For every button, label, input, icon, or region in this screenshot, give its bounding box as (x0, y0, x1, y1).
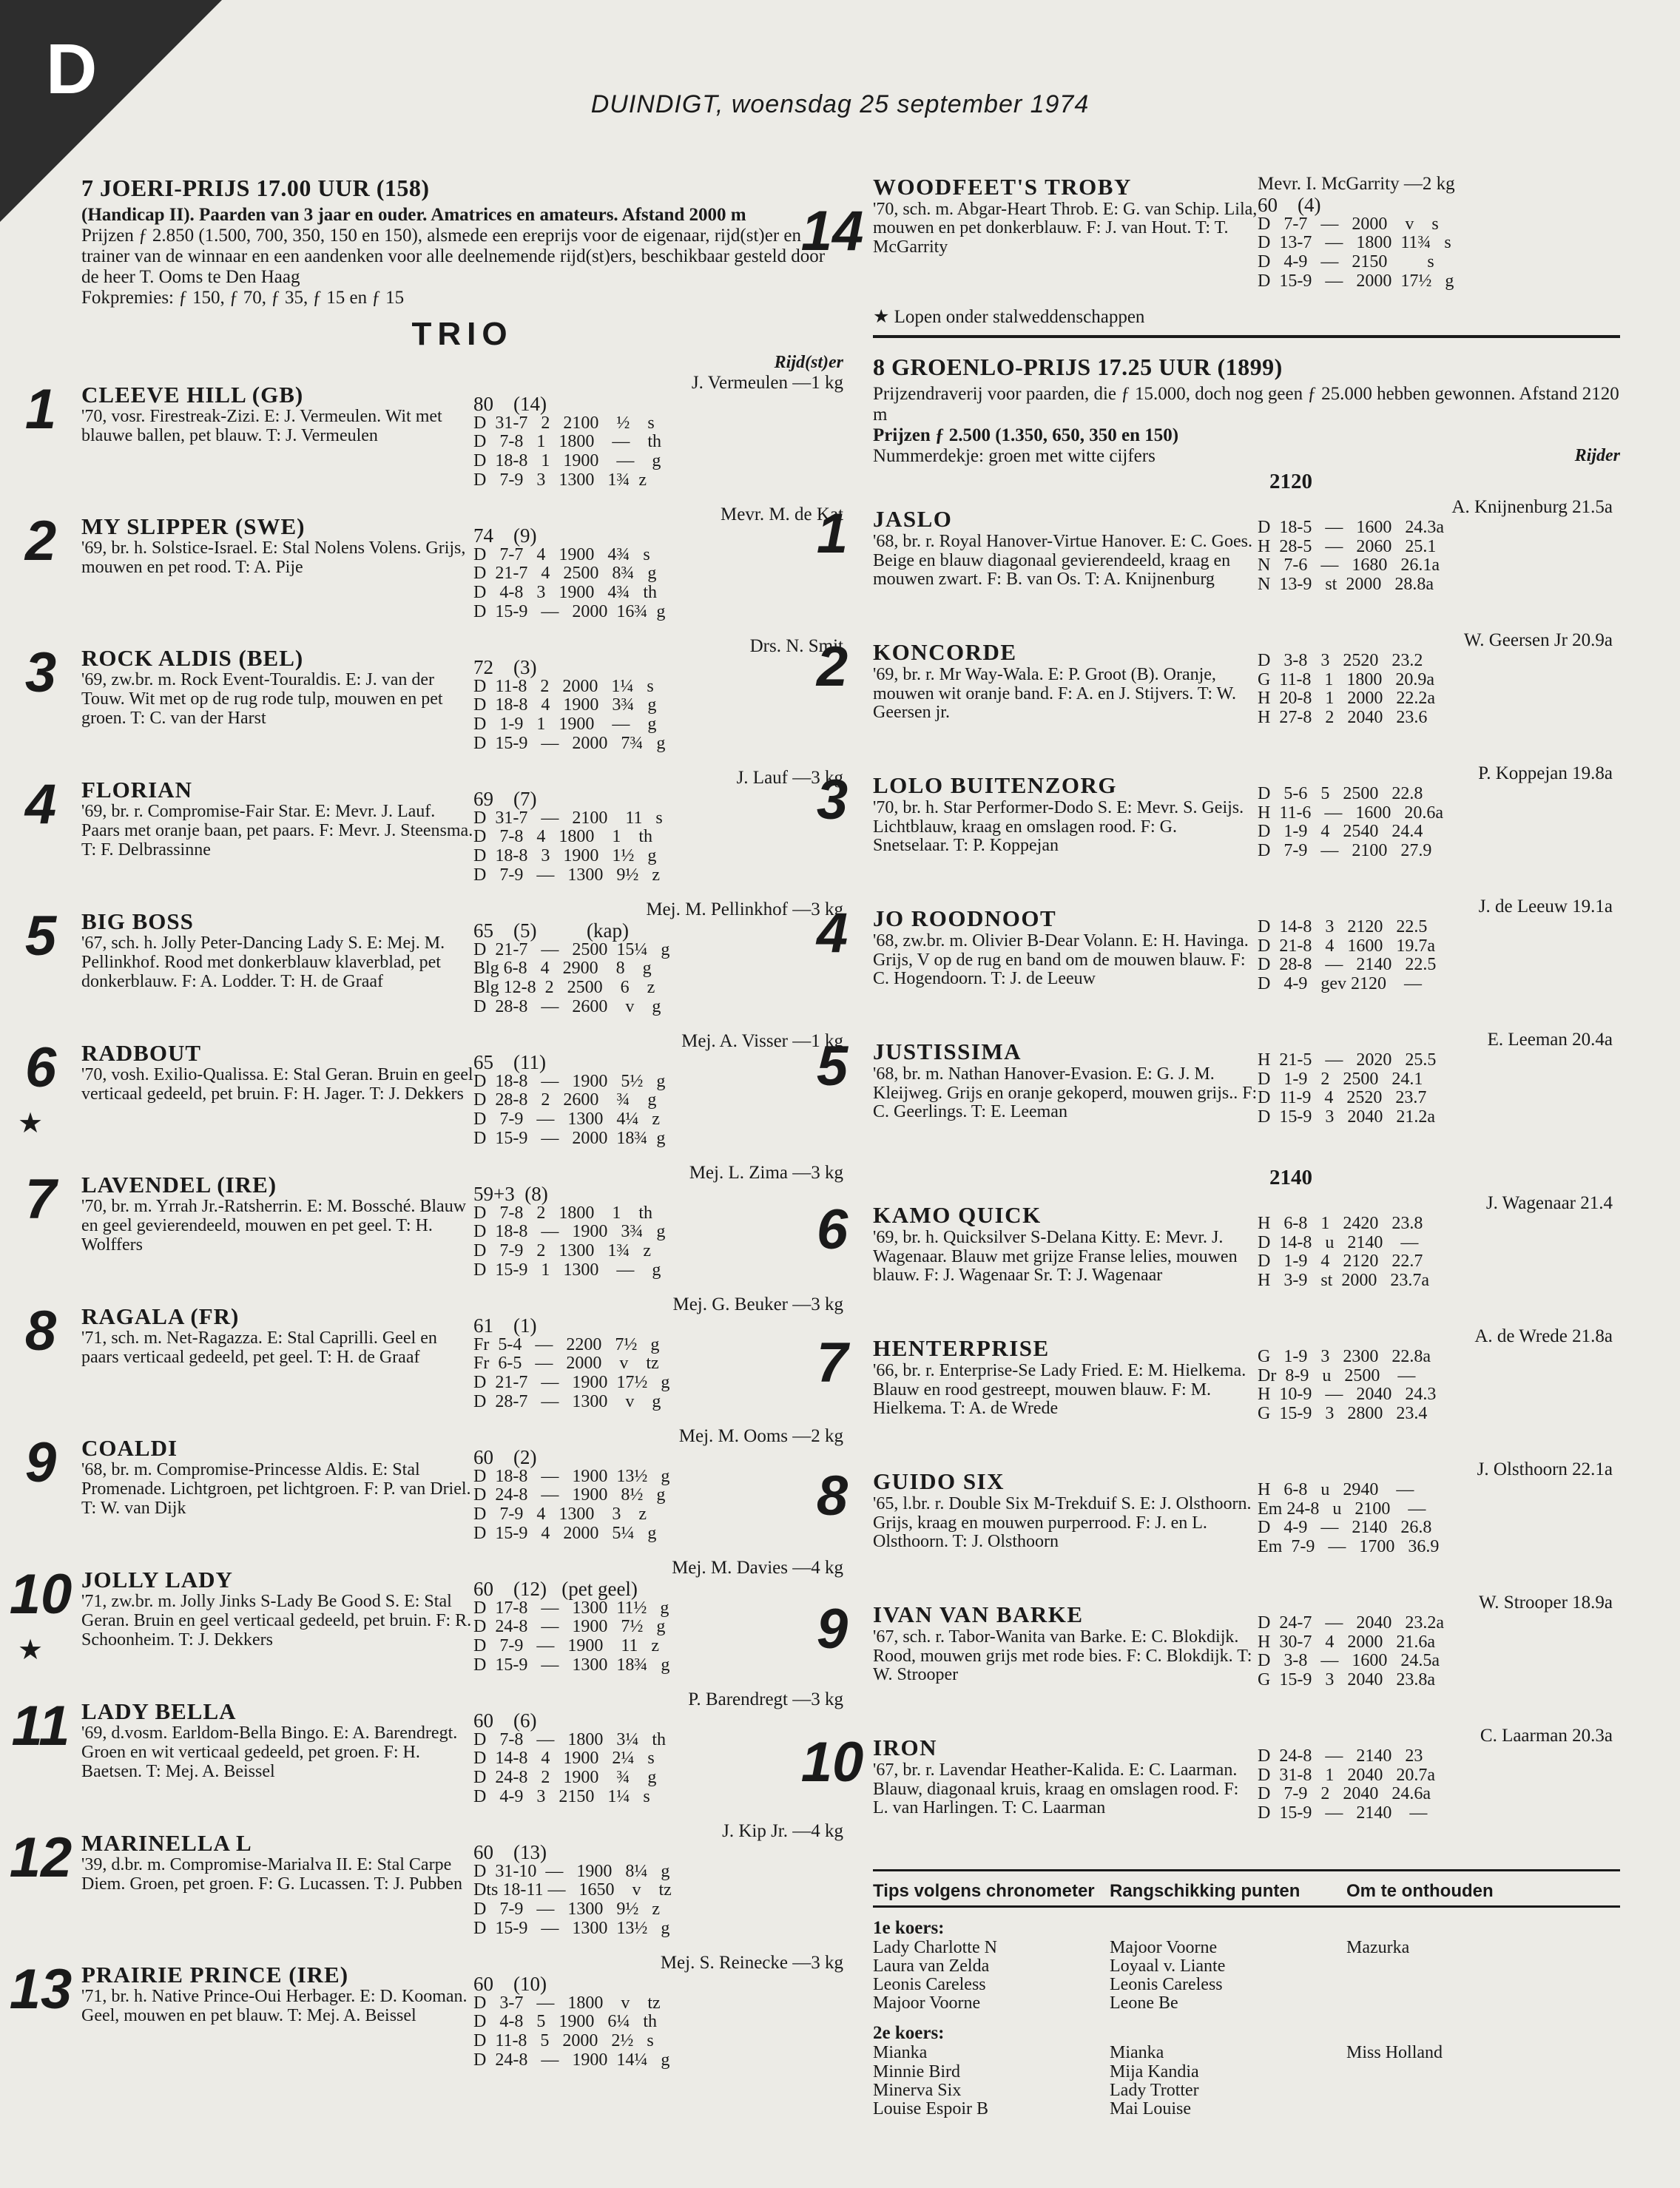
weight-and-draw: 74 (9) (473, 524, 537, 547)
entry-row (11, 1689, 843, 1821)
entry-stats (1258, 897, 1620, 1030)
horse-name: RAGALA (FR) (81, 1303, 240, 1329)
horse-description: '70, br. m. Yrrah Jr.-Ratsherrin. E: M. Bossché. Blauw en geel gevierendeeld, mouwen en pet geel. T: H. Wolffers (81, 1197, 467, 1255)
tips-race-1-points (1110, 1939, 1346, 2013)
masthead: DUINDIGT, woensdag 25 september 1974 (590, 90, 1090, 118)
entry-row (18, 1030, 843, 1163)
entry-stats (1258, 1326, 1620, 1459)
horse-name: JOLLY LADY (81, 1566, 233, 1593)
weight-and-draw: 60 (4) (1258, 193, 1321, 216)
entry-number: 4 (816, 902, 849, 965)
entry-info (81, 1558, 473, 1689)
entry-stats (473, 1558, 843, 1689)
horse-description: '70, sch. m. Abgar-Heart Throb. E: G. van Schip. Lila, mouwen en pet donkerblauw. F: J. van Hout. T: T. McGarrity (873, 199, 1258, 257)
entry-number: 11 (11, 1694, 70, 1758)
entry-row (816, 1459, 1620, 1593)
rider-name: J. Wagenaar 21.4 (1485, 1193, 1613, 1214)
entry-woodfeets-troby (800, 174, 1620, 301)
horse-description: '68, br. r. Royal Hanover-Virtue Hanover. E: C. Goes. Beige en blauw diagonaal gevierendeeld, kraag en mouwen zwart. F: B. van Os. T: A. Knijnenburg (873, 532, 1252, 590)
entry-stats (473, 1426, 843, 1558)
horse-name: ROCK ALDIS (BEL) (81, 644, 304, 671)
horse-description: '69, br. r. Compromise-Fair Star. E: Mevr. J. Lauf. Paars met oranje baan, pet paars. F: Mevr. J. Steensma. T: F. Delbrassinne (81, 802, 473, 860)
entry-number: 7 (816, 1331, 849, 1395)
entry-info (873, 1193, 1258, 1326)
entry-stats (473, 768, 843, 899)
weight-and-draw: 60 (13) (473, 1840, 547, 1863)
entry-number: 3 (24, 641, 57, 704)
race-8-entries-2120 (816, 497, 1620, 1163)
horse-name: WOODFEET'S TROBY (873, 174, 1132, 200)
horse-name: COALDI (81, 1434, 178, 1461)
horse-description: '70, vosr. Firestreak-Zizi. E: J. Vermeulen. Wit met blauwe ballen, pet blauw. T: J. Vermeulen (81, 407, 442, 446)
entry-info (873, 1326, 1258, 1459)
horse-description: '71, sch. m. Net-Ragazza. E: Stal Caprilli. Geel en paars verticaal gedeeld, pet geel. T: H. de Graaf (81, 1328, 437, 1368)
tip-horse: Majoor Voorne (1110, 1937, 1218, 1957)
rider-name: J. Vermeulen —1 kg (691, 372, 843, 393)
recent-form: D 7-7 — 2000 v s D 13-7 — 1800 11¾ s D 4-9 — 2150 s D 15-9 — 2000 17½ g (1258, 214, 1454, 291)
rider-name: W. Geersen Jr 20.9a (1463, 630, 1613, 651)
entry-number: 9 (816, 1598, 849, 1661)
entry-info (873, 897, 1258, 1030)
weight-and-draw: 65 (5) (kap) (473, 919, 629, 942)
entry-stats (473, 636, 843, 768)
recent-form: D 31-10 — 1900 8¼ g Dts 18-11 — 1650 v tz D 7-9 — 1300 9½ z D 15-9 — 1300 13½ g (473, 1861, 672, 1938)
stable-bet-note: ★ Lopen onder stalweddenschappen (873, 307, 1145, 327)
entry-stats (473, 504, 843, 636)
left-column (9, 174, 843, 2084)
entry-stats (473, 1294, 843, 1426)
entry-number: 9 (24, 1431, 57, 1494)
entry-info (81, 768, 473, 899)
entry-number: 8 (24, 1299, 57, 1363)
entry-info (873, 630, 1258, 763)
horse-description: '67, br. r. Lavendar Heather-Kalida. E: C. Laarman. Blauw, diagonaal kruis, kraag en omslagen rood. F: L. van Harlingen. T: C. Laarman (873, 1760, 1239, 1818)
weight-and-draw: 69 (7) (473, 787, 537, 810)
entry-info (873, 1726, 1258, 1859)
page-letter: D (46, 30, 98, 109)
rider-name: J. Lauf —3 kg (736, 767, 843, 788)
tip-horse: Minerva Six (873, 2080, 962, 2100)
horse-name: BIG BOSS (81, 908, 194, 934)
race-7-title: 7 JOERI-PRIJS 17.00 UUR (158) (81, 175, 430, 201)
rider-name: A. de Wrede 21.8a (1474, 1326, 1613, 1347)
recent-form: D 24-8 — 2140 23 D 31-8 1 2040 20.7a D 7-9 2 2040 24.6a D 15-9 — 2140 — (1258, 1746, 1435, 1823)
horse-description: '69, d.vosm. Earldom-Bella Bingo. E: A. Barendregt. Groen en wit verticaal gedeeld, pet groen. F: H. Baetsen. T: Mej. A. Beissel (81, 1723, 458, 1781)
horse-name: JASLO (873, 506, 953, 533)
race-8-numbers (873, 446, 1620, 467)
tips-race-2-points (1110, 2044, 1346, 2118)
entry-number: 14 (800, 200, 864, 263)
rider-column-heading: Rijd(st)er (774, 353, 843, 373)
entry-info (81, 373, 473, 504)
horse-name: MARINELLA L (81, 1829, 252, 1856)
entry-row (816, 497, 1620, 630)
recent-form: D 24-7 — 2040 23.2a H 30-7 4 2000 21.6a D 3-8 — 1600 24.5a G 15-9 3 2040 23.8a (1258, 1613, 1444, 1690)
entry-info (873, 497, 1258, 630)
entry-number: 10 (9, 1562, 72, 1626)
rider-column-heading: Rijder (1574, 446, 1620, 466)
race-7-conditions: (Handicap II). Paarden van 3 jaar en ouder. Amatrices en amateurs. Afstand 2000 m (81, 205, 746, 226)
entry-row (24, 372, 843, 504)
horse-description: '71, br. h. Native Prince-Oui Herbager. E: D. Kooman. Geel, mouwen en pet blauw. T: Mej. A. Beissel (81, 1987, 468, 2026)
entry-info (873, 763, 1258, 897)
tip-horse: Loyaal v. Liante (1110, 1956, 1226, 1976)
entry-stats (473, 1031, 843, 1163)
number-cloth-note: Nummerdekje: groen met witte cijfers (873, 446, 1156, 467)
recent-form: G 1-9 3 2300 22.8a Dr 8-9 u 2500 — H 10-9 — 2040 24.3 G 15-9 3 2800 23.4 (1258, 1347, 1437, 1424)
entry-number: 4 (24, 772, 57, 836)
tip-horse: Mianka (1110, 2043, 1164, 2063)
entry-number: 13 (9, 1957, 72, 2021)
entry-number: 7 (24, 1167, 57, 1231)
divider (873, 335, 1620, 338)
rider-name: J. de Leeuw 19.1a (1478, 897, 1613, 917)
entry-info (873, 1459, 1258, 1593)
entry-number: 10 (800, 1731, 864, 1794)
entry-number: 12 (9, 1826, 72, 1889)
entry-row (816, 897, 1620, 1030)
entry-info (81, 1953, 473, 2084)
trio-heading: TRIO (411, 316, 513, 353)
entry-info (81, 1294, 473, 1426)
entry-stats (1258, 1193, 1620, 1326)
entry-stats (473, 1821, 843, 1953)
horse-description: '68, br. m. Nathan Hanover-Evasion. E: G. J. M. Kleijweg. Grijs en oranje gekoperd, mouwen grijs.. F: C. Geerlings. T: E. Leeman (873, 1064, 1258, 1122)
entry-stats (1258, 1593, 1620, 1726)
recent-form: D 31-7 2 2100 ½ s D 7-8 1 1800 — th D 18-8 1 1900 — g D 7-9 3 1300 1¾ z (473, 413, 661, 490)
weight-and-draw: 61 (1) (473, 1314, 537, 1337)
tip-horse: Lady Charlotte N (873, 1937, 997, 1957)
entry-number: 6 (816, 1198, 849, 1262)
horse-name: JO ROODNOOT (873, 905, 1057, 932)
rider-name: P. Koppejan 19.8a (1478, 763, 1613, 784)
entry-stats (1258, 1726, 1620, 1859)
race-7-entries (9, 372, 843, 2084)
entry-stats (1258, 630, 1620, 763)
rider-name: Mej. M. Davies —4 kg (672, 1557, 843, 1578)
recent-form: H 6-8 u 2940 — Em 24-8 u 2100 — D 4-9 — 2140 26.8 Em 7-9 — 1700 36.9 (1258, 1480, 1440, 1557)
rider-name: Mej. G. Beuker —3 kg (672, 1294, 843, 1314)
horse-name: PRAIRIE PRINCE (IRE) (81, 1961, 349, 1988)
horse-description: '39, d.br. m. Compromise-Marialva II. E: Stal Carpe Diem. Groen, pet groen. F: G. Lucassen. T: J. Pubben (81, 1855, 462, 1894)
entry-info (81, 1689, 473, 1821)
tip-horse: Mija Kandia (1110, 2062, 1199, 2081)
recent-form: D 18-8 — 1900 13½ g D 24-8 — 1900 8½ g D 7-9 4 1300 3 z D 15-9 4 2000 5¼ g (473, 1466, 670, 1543)
entry-info (81, 636, 473, 768)
weight-and-draw: 80 (14) (473, 392, 547, 415)
race-8-title: 8 GROENLO-PRIJS 17.25 UUR (1899) (873, 354, 1283, 380)
weight-and-draw: 65 (11) (473, 1050, 546, 1073)
horse-name: IVAN VAN BARKE (873, 1601, 1084, 1628)
entry-number: 5 (816, 1035, 849, 1098)
recent-form: D 18-8 — 1900 5½ g D 28-8 2 2600 ¾ g D 7-9 — 1300 4¼ z D 15-9 — 2000 18¾ g (473, 1071, 666, 1148)
horse-name: CLEEVE HILL (GB) (81, 381, 304, 408)
recent-form: D 3-7 — 1800 v tz D 4-8 5 1900 6¼ th D 11-8 5 2000 2½ s D 24-8 — 1900 14¼ g (473, 1993, 670, 2070)
entry-info (873, 1593, 1258, 1726)
entry-row (24, 1294, 843, 1426)
rider-name: Mevr. I. McGarrity —2 kg (1258, 174, 1455, 194)
entry-row (24, 767, 843, 899)
rider-name: P. Barendregt —3 kg (688, 1689, 843, 1709)
recent-form: D 11-8 2 2000 1¼ s D 18-8 4 1900 3¾ g D 1-9 1 1900 — g D 15-9 — 2000 7¾ g (473, 676, 666, 753)
entry-number: 2 (24, 509, 57, 573)
tip-horse: Mazurka (1346, 1937, 1410, 1957)
horse-name: RADBOUT (81, 1039, 202, 1066)
tip-horse: Mianka (873, 2043, 928, 2063)
tip-horse: Louise Espoir B (873, 2098, 988, 2118)
tip-horse: Leonis Careless (1110, 1974, 1223, 1994)
entry-stats (1258, 763, 1620, 897)
entry-info (873, 1030, 1258, 1163)
rider-name: E. Leeman 20.4a (1487, 1030, 1613, 1050)
entry-row (24, 899, 843, 1031)
entry-number: 6 (24, 1036, 57, 1099)
tip-horse: Mai Louise (1110, 2098, 1191, 2118)
tips-race-2 (873, 2044, 1620, 2118)
rider-name: Mej. M. Ooms —2 kg (678, 1425, 843, 1446)
horse-name: LAVENDEL (IRE) (81, 1171, 277, 1198)
entry-row (816, 1030, 1620, 1163)
divider (873, 1905, 1620, 1908)
rider-name: J. Kip Jr. —4 kg (722, 1820, 843, 1841)
tips-table (873, 1882, 1620, 1900)
horse-description: '68, br. m. Compromise-Princesse Aldis. E: Stal Promenade. Lichtgroen, pet lichtgroen. F: P. van Driel. T: W. van Dijk (81, 1460, 471, 1518)
horse-description: '71, zw.br. m. Jolly Jinks S-Lady Be Good S. E: Stal Geran. Bruin en geel verticaal gedeeld, pet bruin. F: R. Schoonheim. T: J. Dekkers (81, 1592, 472, 1650)
entry-stats (1258, 1459, 1620, 1593)
tips-race-2-remember (1346, 2044, 1568, 2118)
recent-form: D 17-8 — 1300 11½ g D 24-8 — 1900 7½ g D 7-9 — 1900 11 z D 15-9 — 1300 18¾ g (473, 1598, 670, 1675)
entry-number: 1 (24, 377, 57, 441)
race-8-entries-2140 (800, 1193, 1620, 1859)
race-7-prizes: Prijzen ƒ 2.850 (1.500, 700, 350, 150 en 150), alsmede een ereprijs voor de eigenaar, rijd(st)er en trainer van de winnaar en een aandenken voor alle deelnemende rijd(st)ers, beschikbaar gesteld door de heer T. Ooms te Den Haag (81, 226, 826, 288)
entry-info (81, 504, 473, 636)
entry-number: 1 (816, 502, 849, 566)
recent-form: D 14-8 3 2120 22.5 D 21-8 4 1600 19.7a D 28-8 — 2140 22.5 D 4-9 gev 2120 — (1258, 917, 1437, 994)
entry-row (816, 1193, 1620, 1326)
tips-header-points: Rangschikking punten (1110, 1881, 1301, 1902)
tips-race-1 (873, 1939, 1620, 2013)
horse-name: FLORIAN (81, 776, 192, 803)
rider-name: J. Olsthoorn 22.1a (1477, 1459, 1613, 1480)
tips-header-remember: Om te onthouden (1346, 1881, 1494, 1902)
tips-race-1-label: 1e koers: (873, 1917, 945, 1938)
tip-horse: Minnie Bird (873, 2062, 960, 2081)
entry-row (24, 635, 843, 768)
weight-and-draw: 72 (3) (473, 655, 537, 678)
horse-description: '66, br. r. Enterprise-Se Lady Fried. E: M. Hielkema. Blauw en rood gestreept, mouwen blauw. F: M. Hielkema. T: A. de Wrede (873, 1361, 1246, 1419)
entry-stats (473, 1689, 843, 1821)
tip-horse: Leonis Careless (873, 1974, 986, 1994)
entry-row (24, 1162, 843, 1294)
entry-info (81, 1031, 473, 1163)
horse-description: '65, l.br. r. Double Six M-Trekduif S. E: J. Olsthoorn. Grijs, kraag en mouwen purperrood. F: J. en L. Olsthoorn. T: J. Olsthoorn (873, 1494, 1252, 1552)
weight-and-draw: 59+3 (8) (473, 1182, 548, 1205)
rider-name: C. Laarman 20.3a (1480, 1726, 1613, 1746)
entry-row (9, 1557, 843, 1689)
weight-and-draw: 60 (10) (473, 1972, 547, 1995)
recent-form: D 5-6 5 2500 22.8 H 11-6 — 1600 20.6a D 1-9 4 2540 24.4 D 7-9 — 2100 27.9 (1258, 784, 1444, 861)
weight-and-draw: 60 (12) (pet geel) (473, 1577, 638, 1600)
horse-name: MY SLIPPER (SWE) (81, 513, 306, 539)
horse-description: '67, sch. r. Tabor-Wanita van Barke. E: C. Blokdijk. Rood, mouwen grijs met rode bies. F: C. Blokdijk. T: W. Strooper (873, 1627, 1252, 1685)
horse-description: '69, br. r. Mr Way-Wala. E: P. Groot (B). Oranje, mouwen wit oranje band. F: A. en J. Stijvers. T: W. Geersen jr. (873, 665, 1237, 723)
horse-name: LOLO BUITENZORG (873, 772, 1117, 799)
entry-stats (473, 899, 843, 1031)
recent-form: D 18-5 — 1600 24.3a H 28-5 — 2060 25.1 N 7-6 — 1680 26.1a N 13-9 st 2000 28.8a (1258, 518, 1444, 595)
horse-description: '69, br. h. Quicksilver S-Delana Kitty. E: Mevr. J. Wagenaar. Blauw met grijze Franse lelies, mouwen blauw. F: J. Wagenaar Sr. T: J. Wagenaar (873, 1228, 1238, 1286)
distance-group-2140: 2140 (1269, 1166, 1312, 1190)
horse-description: '70, br. h. Star Performer-Dodo S. E: Mevr. S. Geijs. Lichtblauw, kraag en omslagen rood. F: G. Snetselaar. T: P. Koppejan (873, 798, 1244, 856)
star-icon: ★ (18, 1634, 44, 1666)
horse-name: LADY BELLA (81, 1698, 237, 1724)
entry-info (873, 174, 1258, 301)
entry-info (81, 1426, 473, 1558)
entry-row (816, 630, 1620, 763)
entry-number: 5 (24, 904, 57, 968)
tip-horse: Miss Holland (1346, 2043, 1443, 2063)
weight-and-draw: 60 (2) (473, 1445, 537, 1468)
tip-horse: Leone Be (1110, 1993, 1178, 2013)
horse-name: KAMO QUICK (873, 1202, 1042, 1229)
tip-horse: Majoor Voorne (873, 1993, 981, 2013)
horse-description: '68, zw.br. m. Olivier B-Dear Volann. E: H. Havinga. Grijs, V op de rug en band om de mouwen blauw. F: C. Hogendoorn. T: J. de Leeuw (873, 931, 1249, 989)
horse-name: IRON (873, 1735, 937, 1761)
horse-description: '69, zw.br. m. Rock Event-Touraldis. E: J. van der Touw. Wit met op de rug rode tulp, mouwen en pet groen. T: C. van der Harst (81, 670, 443, 728)
rider-name: Mej. A. Visser —1 kg (681, 1030, 843, 1051)
rider-name: Drs. N. Smit (749, 635, 843, 656)
entry-row (800, 1726, 1620, 1859)
weight-and-draw: 60 (6) (473, 1709, 537, 1732)
recent-form: D 3-8 3 2520 23.2 G 11-8 1 1800 20.9a H 20-8 1 2000 22.2a H 27-8 2 2040 23.6 (1258, 651, 1435, 728)
horse-description: '67, sch. h. Jolly Peter-Dancing Lady S. E: Mej. M. Pellinkhof. Rood met donkerblauw klaverblad, pet donkerblauw. F: A. Lodder. T: H. de Graaf (81, 933, 445, 991)
entry-stats (473, 373, 843, 504)
entry-info (81, 1821, 473, 1953)
recent-form: D 7-7 4 1900 4¾ s D 21-7 4 2500 8¾ g D 4-8 3 1900 4¾ th D 15-9 — 2000 16¾ g (473, 544, 666, 621)
tip-horse: Lady Trotter (1110, 2080, 1199, 2100)
entry-number: 8 (816, 1465, 849, 1528)
horse-description: '70, vosh. Exilio-Qualissa. E: Stal Geran. Bruin en geel verticaal gedeeld, pet bruin. F: H. Jager. T: J. Dekkers (81, 1065, 473, 1104)
entry-row (9, 1952, 843, 2084)
horse-name: GUIDO SIX (873, 1468, 1005, 1495)
recent-form: Fr 5-4 — 2200 7½ g Fr 6-5 — 2000 v tz D 21-7 — 1900 17½ g D 28-7 — 1300 v g (473, 1334, 670, 1411)
distance-group-2120: 2120 (1269, 470, 1312, 494)
tips-race-1-chronometer (873, 1939, 1110, 2013)
rider-name: Mej. L. Zima —3 kg (689, 1162, 843, 1183)
recent-form: D 31-7 — 2100 11 s D 7-8 4 1800 1 th D 18-8 3 1900 1½ g D 7-9 — 1300 9½ z (473, 808, 663, 885)
entry-stats (1258, 1030, 1620, 1163)
horse-name: HENTERPRISE (873, 1335, 1050, 1362)
entry-stats (1258, 497, 1620, 630)
rider-name: Mej. S. Reinecke —3 kg (660, 1952, 843, 1973)
tips-header-chronometer: Tips volgens chronometer (873, 1881, 1095, 1902)
recent-form: H 21-5 — 2020 25.5 D 1-9 2 2500 24.1 D 11-9 4 2520 23.7 D 15-9 3 2040 21.2a (1258, 1050, 1437, 1127)
entry-info (81, 1163, 473, 1294)
horse-description: '69, br. h. Solstice-Israel. E: Stal Nolens Volens. Grijs, mouwen en pet rood. T: A. Pije (81, 538, 466, 578)
entry-number: 2 (816, 635, 849, 699)
tips-race-2-label: 2e koers: (873, 2023, 945, 2044)
entry-row (816, 1326, 1620, 1459)
entry-row (24, 1425, 843, 1558)
rider-name: Mej. M. Pellinkhof —3 kg (646, 899, 843, 919)
entry-row (24, 504, 843, 636)
race-8-prizes: Prijzen ƒ 2.500 (1.350, 650, 350 en 150) (873, 425, 1179, 446)
tips-race-1-remember (1346, 1939, 1568, 2013)
entry-info (81, 899, 473, 1031)
rider-name: Mevr. M. de Kat (721, 504, 843, 524)
race-7-fokpremies: Fokpremies: ƒ 150, ƒ 70, ƒ 35, ƒ 15 en ƒ 15 (81, 288, 405, 308)
divider (873, 1869, 1620, 1871)
entry-row (816, 1593, 1620, 1726)
rider-name: W. Strooper 18.9a (1479, 1593, 1613, 1613)
horse-name: JUSTISSIMA (873, 1039, 1022, 1065)
recent-form: D 7-8 — 1800 3¼ th D 14-8 4 1900 2¼ s D 24-8 2 1900 ¾ g D 4-9 3 2150 1¼ s (473, 1729, 666, 1806)
entry-stats (473, 1163, 843, 1294)
entry-number: 3 (816, 769, 849, 832)
rider-name: A. Knijnenburg 21.5a (1451, 497, 1613, 518)
tips-race-2-chronometer (873, 2044, 1110, 2118)
recent-form: D 21-7 — 2500 15¼ g Blg 6-8 4 2900 8 g Blg 12-8 2 2500 6 z D 28-8 — 2600 v g (473, 939, 670, 1016)
race-8-conditions: Prijzendraverij voor paarden, die ƒ 15.000, doch nog geen ƒ 25.000 hebben gewonnen. Afstand 2120 m (873, 384, 1619, 425)
entry-stats (473, 1953, 843, 2084)
star-icon: ★ (18, 1107, 44, 1139)
entry-row (9, 1820, 843, 1953)
recent-form: D 7-8 2 1800 1 th D 18-8 — 1900 3¾ g D 7-9 2 1300 1¾ z D 15-9 1 1300 — g (473, 1203, 666, 1280)
tip-horse: Laura van Zelda (873, 1956, 990, 1976)
horse-name: KONCORDE (873, 639, 1017, 666)
entry-stats (1258, 174, 1620, 301)
recent-form: H 6-8 1 2420 23.8 D 14-8 u 2140 — D 1-9 4 2120 22.7 H 3-9 st 2000 23.7a (1258, 1214, 1429, 1291)
entry-row (816, 763, 1620, 897)
